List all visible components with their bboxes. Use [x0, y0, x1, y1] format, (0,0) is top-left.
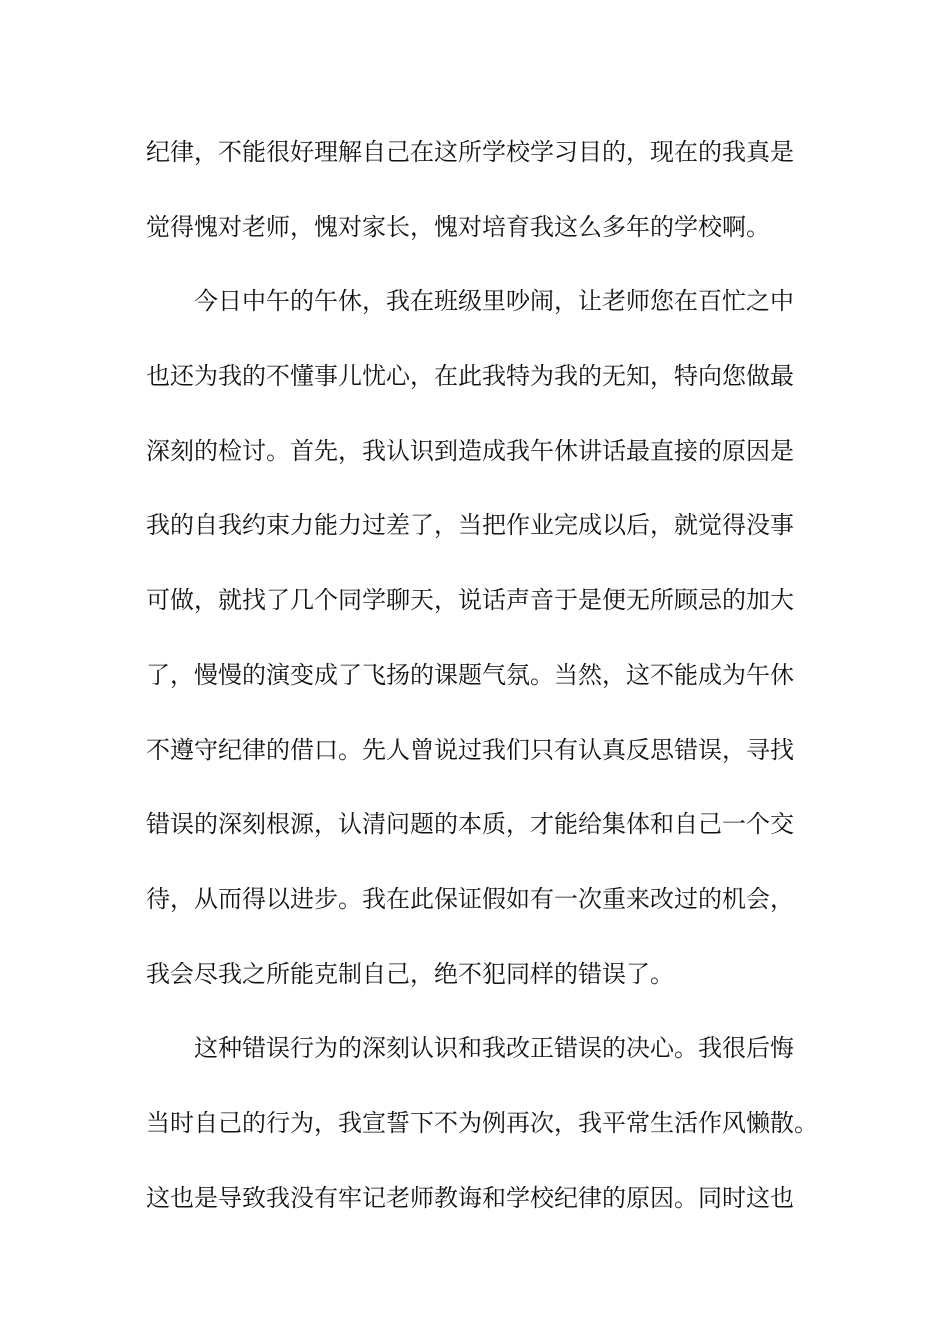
text-line: 纪律，不能很好理解自己在这所学校学习目的，现在的我真是 — [146, 138, 794, 166]
text-line: 这也是导致我没有牢记老师教诲和学校纪律的原因。同时这也 — [146, 1183, 794, 1212]
text-line: 不遵守纪律的借口。先人曾说过我们只有认真反思错误，寻找 — [146, 735, 794, 764]
text-line: 我会尽我之所能克制自己，绝不犯同样的错误了。 — [146, 959, 674, 988]
text-line: 当时自己的行为，我宣誓下不为例再次，我平常生活作风懒散。 — [146, 1108, 818, 1137]
text-line: 错误的深刻根源，认清问题的本质，才能给集体和自己一个交 — [146, 810, 794, 839]
text-line: 觉得愧对老师，愧对家长，愧对培育我这么多年的学校啊。 — [146, 212, 770, 241]
paragraph-start-line: 这种错误行为的深刻认识和我改正错误的决心。我很后悔 — [194, 1034, 794, 1063]
text-line: 待，从而得以进步。我在此保证假如有一次重来改过的机会， — [146, 884, 794, 913]
paragraph-start-line: 今日中午的午休，我在班级里吵闹，让老师您在百忙之中 — [194, 287, 794, 316]
text-line: 深刻的检讨。首先，我认识到造成我午休讲话最直接的原因是 — [146, 436, 794, 465]
text-line: 了，慢慢的演变成了飞扬的课题气氛。当然，这不能成为午休 — [146, 660, 794, 689]
text-line: 我的自我约束力能力过差了，当把作业完成以后，就觉得没事 — [146, 511, 794, 540]
text-line: 可做，就找了几个同学聊天，说话声音于是便无所顾忌的加大 — [146, 586, 794, 615]
text-line: 也还为我的不懂事儿忧心，在此我特为我的无知，特向您做最 — [146, 362, 794, 391]
document-body — [146, 128, 816, 1248]
